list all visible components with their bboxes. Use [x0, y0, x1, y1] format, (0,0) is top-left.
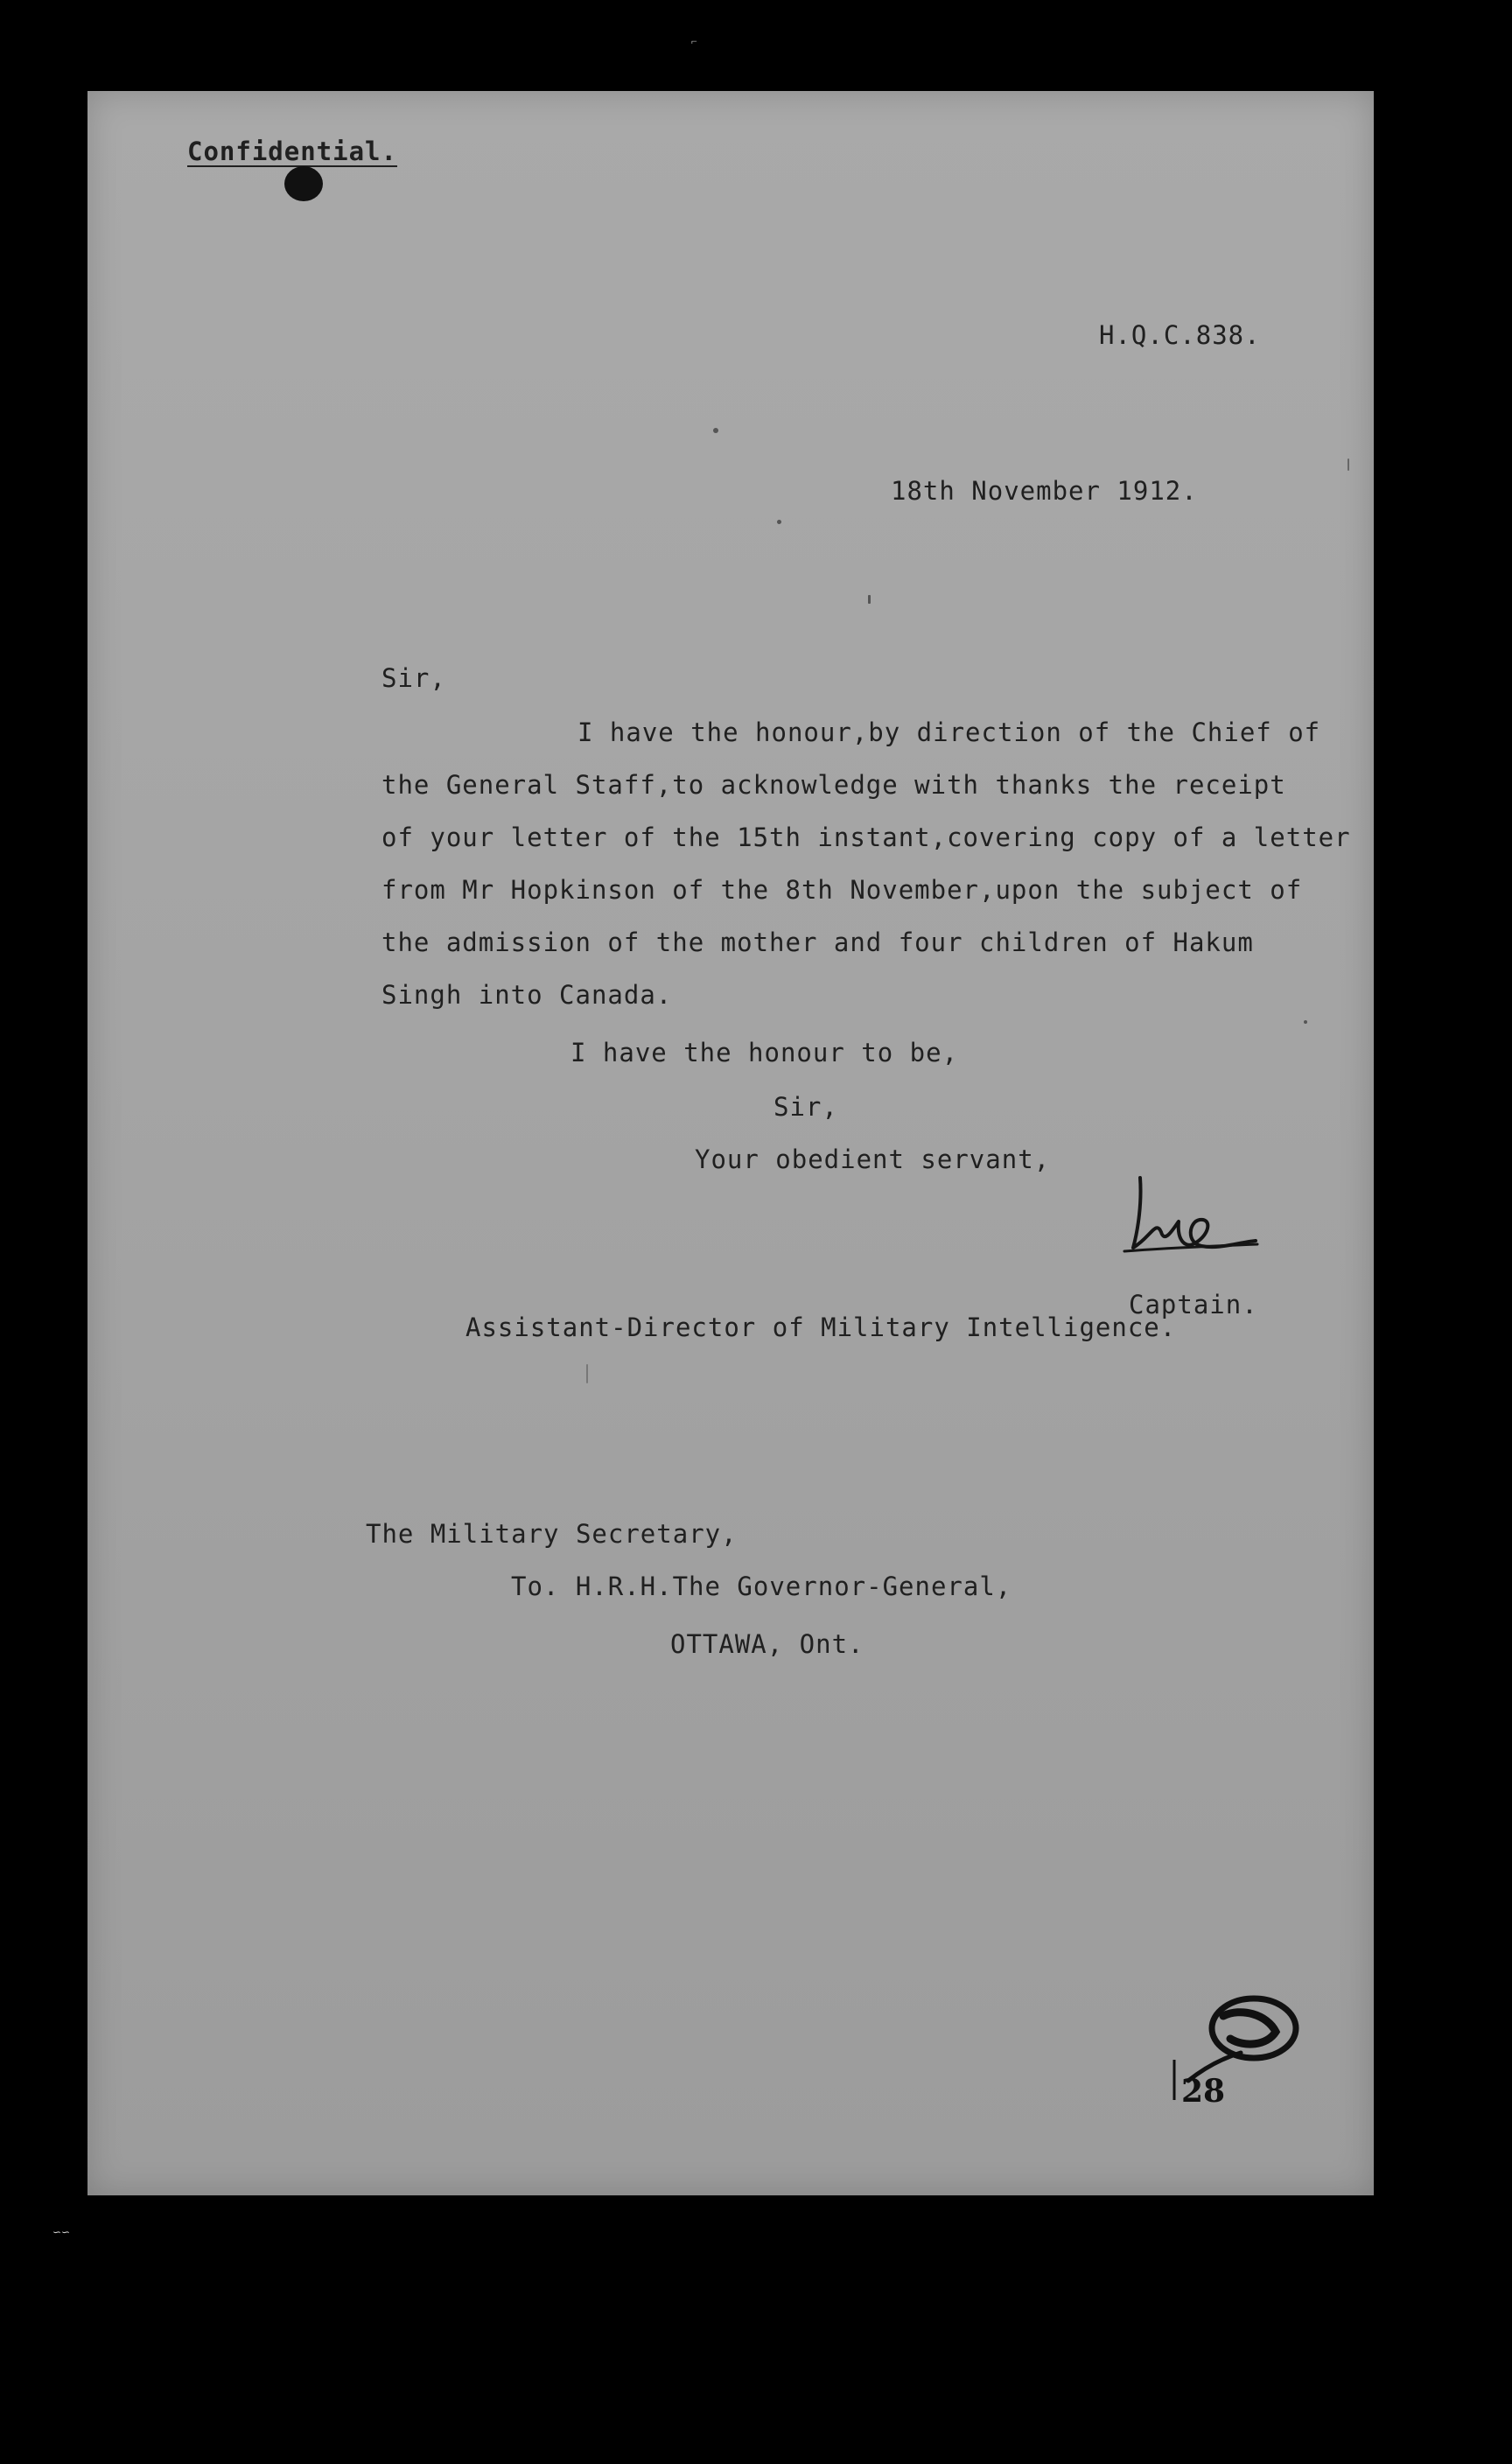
file-reference: H.Q.C.838. — [1099, 320, 1261, 350]
addressee-line: The Military Secretary, — [366, 1519, 738, 1549]
salutation: Sir, — [382, 663, 446, 693]
body-line: the admission of the mother and four children of Hakum — [382, 928, 1254, 957]
letter-page — [88, 91, 1374, 2195]
letter-date: 18th November 1912. — [891, 476, 1198, 506]
scan-artifact: ∽∽ — [52, 2226, 71, 2238]
addressee-line: To. H.R.H.The Governor-General, — [511, 1572, 1012, 1601]
scan-speck — [1348, 458, 1349, 471]
ink-blot — [284, 166, 323, 201]
signatory-title: Assistant-Director of Military Intelligence. — [466, 1312, 1177, 1342]
body-line: I have the honour,by direction of the Chief of — [578, 718, 1321, 747]
folio-number: 28 — [1181, 2073, 1226, 2110]
closing-line: I have the honour to be, — [570, 1038, 959, 1068]
scan-speck — [1304, 1020, 1307, 1024]
closing-line: Sir, — [774, 1092, 838, 1122]
folio-stamp — [1162, 1990, 1320, 2121]
body-line: Singh into Canada. — [382, 980, 673, 1010]
closing-line: Your obedient servant, — [695, 1144, 1051, 1174]
body-line: of your letter of the 15th instant,covering copy of a letter — [382, 822, 1351, 852]
scan-speck — [868, 595, 871, 604]
body-line: from Mr Hopkinson of the 8th November,upon the subject of — [382, 875, 1303, 905]
handwritten-signature — [1116, 1167, 1264, 1272]
signatory-rank: Captain. — [1129, 1290, 1258, 1320]
classification-heading: Confidential. — [187, 136, 397, 166]
scan-speck — [713, 428, 718, 433]
scan-speck — [777, 520, 781, 524]
body-line: the General Staff,to acknowledge with thanks the receipt — [382, 770, 1286, 800]
addressee-line: OTTAWA, Ont. — [670, 1629, 864, 1659]
scan-artifact: ⌐ — [691, 35, 697, 47]
scan-speck — [586, 1364, 588, 1383]
